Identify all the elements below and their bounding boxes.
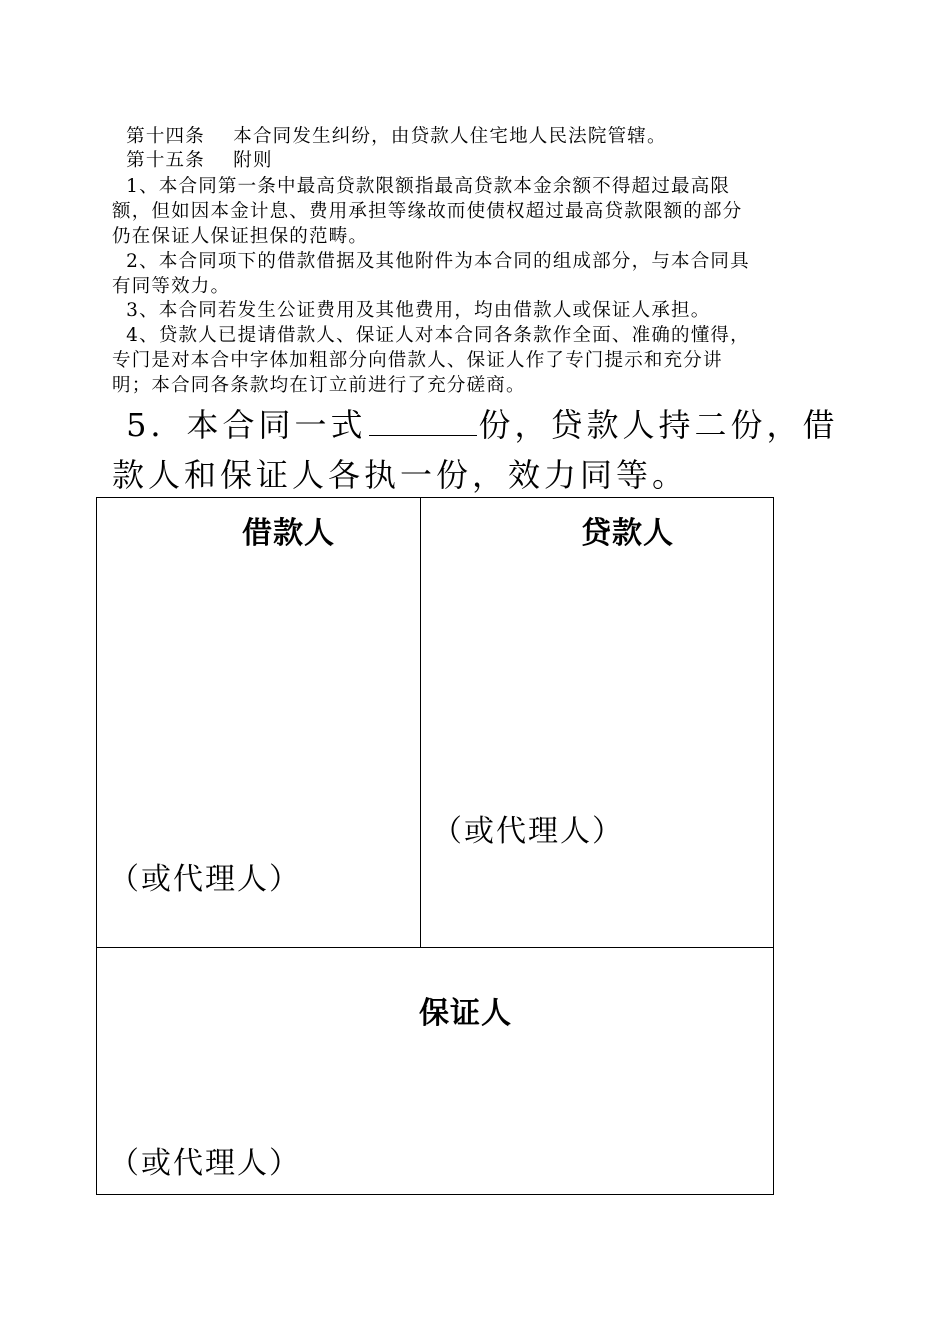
item-3-line-1: 3、本合同若发生公证费用及其他费用，均由借款人或保证人承担。 [112,300,711,321]
item-5-prefix: 5．本合同一式 [112,406,367,444]
item-4-line-2: 专门是对本合中字体加粗部分向借款人、保证人作了专门提示和充分讲 [112,350,723,371]
item-4-line-3: 明；本合同各条款均在订立前进行了充分磋商。 [112,375,526,396]
item-5-line-1 [112,405,852,445]
lender-title: 贷款人 [581,516,674,551]
guarantor-agent-label: （或代理人） [109,1146,301,1181]
item-2-line-1: 2、本合同项下的借款借据及其他附件为本合同的组成部分，与本合同具 [112,251,750,272]
table-divider-horizontal [97,947,773,948]
item-1-line-1: 1、本合同第一条中最高贷款限额指最高贷款本金余额不得超过最高限 [112,176,731,197]
lender-agent-label: （或代理人） [432,814,624,849]
article-15-heading: 第十五条 附则 [112,150,273,171]
article-14: 第十四条 本合同发生纠纷，由贷款人住宅地人民法院管辖。 [112,126,667,147]
item-5-line-2: 款人和保证人各执一份，效力同等。 [112,456,689,494]
item-2-line-2: 有同等效力。 [112,276,231,297]
copies-blank-field[interactable] [369,405,477,436]
item-4-line-1: 4、贷款人已提请借款人、保证人对本合同各条款作全面、准确的懂得， [112,325,750,346]
item-1-line-3: 仍在保证人保证担保的范畴。 [112,226,369,247]
borrower-agent-label: （或代理人） [109,862,301,897]
borrower-title: 借款人 [242,516,335,551]
table-divider-vertical [420,498,421,947]
guarantor-title: 保证人 [419,996,512,1031]
item-1-line-2: 额，但如因本金计息、费用承担等缘故而使债权超过最高贷款限额的部分 [112,201,743,222]
item-5-suffix: 份，贷款人持二份，借 [478,406,839,444]
signature-table [96,497,774,1195]
